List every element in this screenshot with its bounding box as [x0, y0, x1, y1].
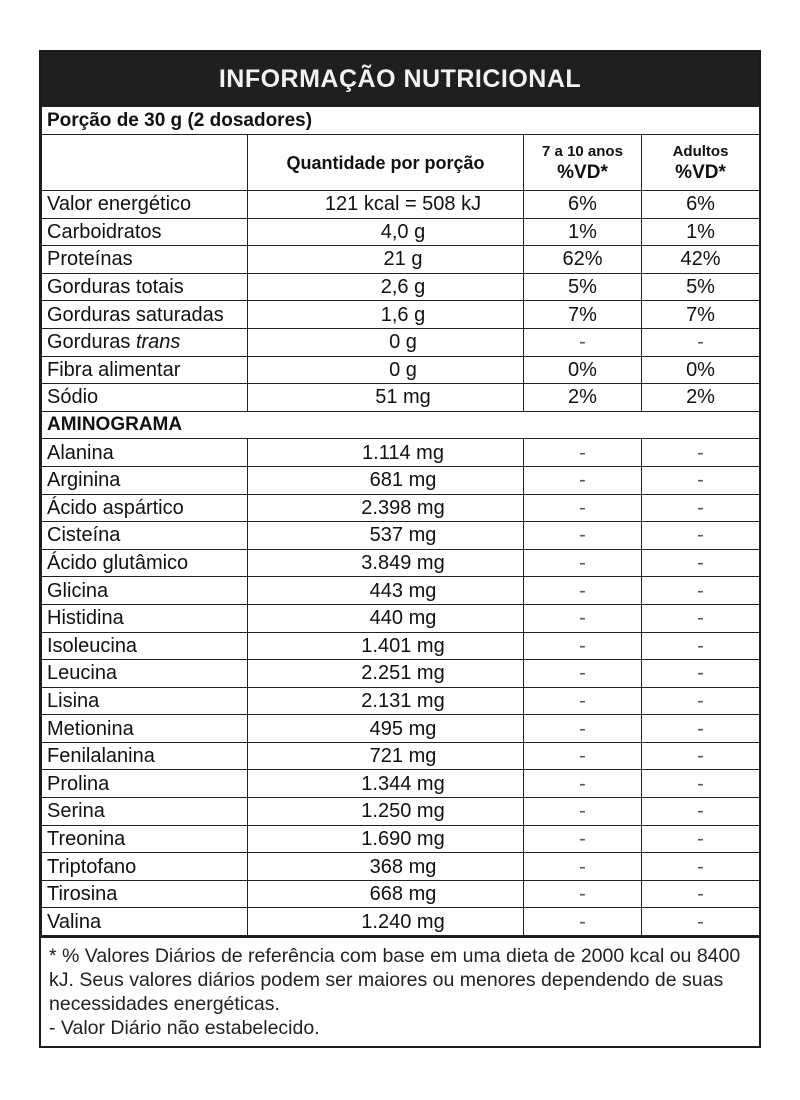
row-vd-kids: - [524, 742, 642, 770]
row-quantity: 21 g [248, 246, 524, 274]
aminoacid-row [42, 908, 760, 936]
row-quantity: 443 mg [248, 577, 524, 605]
row-label-text: Gorduras saturadas [47, 303, 224, 326]
nutrient-row [42, 218, 760, 246]
row-vd-adults: - [642, 908, 760, 936]
row-vd-kids: - [524, 632, 642, 660]
row-label [42, 191, 248, 219]
row-label-text: Valina [47, 910, 102, 933]
row-label [42, 880, 248, 908]
nutrition-table [41, 106, 760, 936]
header-quantity: Quantidade por porção [248, 135, 524, 191]
aminoacid-row [42, 825, 760, 853]
row-label-text: Glicina [47, 579, 109, 602]
row-label [42, 825, 248, 853]
row-vd-kids: 62% [524, 246, 642, 274]
row-quantity: 51 mg [248, 384, 524, 412]
row-vd-kids: - [524, 853, 642, 881]
header-blank [42, 135, 248, 191]
header-kids-vd: %VD* [557, 162, 608, 183]
row-label-text: Gorduras totais [47, 276, 184, 299]
row-vd-kids: 2% [524, 384, 642, 412]
row-label-text: Leucina [47, 662, 118, 685]
aminoacid-row [42, 549, 760, 577]
row-quantity: 2.251 mg [248, 660, 524, 688]
row-quantity: 1.114 mg [248, 439, 524, 467]
footnote [39, 936, 761, 1048]
row-label [42, 218, 248, 246]
row-vd-adults: 6% [642, 191, 760, 219]
row-label [42, 742, 248, 770]
footnote-reference: * % Valores Diários de referência com base em uma dieta de 2000 kcal ou 8400 kJ. Seus valores diários podem ser maiores ou menores dependendo de suas necessidades energéticas. [49, 945, 741, 1015]
row-vd-kids: - [524, 549, 642, 577]
row-label-text: Arginina [47, 469, 121, 492]
row-vd-adults: - [642, 853, 760, 881]
row-label [42, 770, 248, 798]
row-label [42, 908, 248, 936]
row-vd-adults: - [642, 466, 760, 494]
row-label [42, 439, 248, 467]
aminoacid-row [42, 660, 760, 688]
row-label-text: Tirosina [47, 883, 118, 906]
row-label [42, 715, 248, 743]
row-label-text: Serina [47, 800, 105, 823]
nutrition-facts-panel [39, 50, 761, 938]
row-label-text: Fenilalanina [47, 745, 155, 768]
row-label [42, 577, 248, 605]
row-label-text: Ácido glutâmico [47, 552, 189, 575]
row-vd-kids: - [524, 908, 642, 936]
row-vd-adults: 42% [642, 246, 760, 274]
nutrient-row [42, 191, 760, 219]
row-label [42, 798, 248, 826]
row-vd-adults: 5% [642, 273, 760, 301]
row-quantity: 2,6 g [248, 273, 524, 301]
row-vd-adults: - [642, 328, 760, 356]
row-vd-kids: - [524, 439, 642, 467]
row-quantity: 0 g [248, 328, 524, 356]
row-label [42, 301, 248, 329]
portion-size: Porção de 30 g (2 dosadores) [42, 107, 760, 135]
nutrient-row [42, 328, 760, 356]
row-label-text: Valor energético [47, 193, 192, 216]
nutrient-row [42, 301, 760, 329]
row-vd-adults: 2% [642, 384, 760, 412]
aminoacid-row [42, 439, 760, 467]
row-vd-kids: - [524, 687, 642, 715]
row-vd-adults: - [642, 604, 760, 632]
row-quantity: 121 kcal = 508 kJ [248, 191, 524, 219]
row-vd-adults: - [642, 439, 760, 467]
row-label-italic: trans [135, 331, 181, 354]
row-vd-kids: - [524, 798, 642, 826]
nutrient-row [42, 356, 760, 384]
row-quantity: 4,0 g [248, 218, 524, 246]
row-vd-adults: - [642, 742, 760, 770]
row-quantity: 1.250 mg [248, 798, 524, 826]
row-quantity: 1.240 mg [248, 908, 524, 936]
row-vd-kids: - [524, 660, 642, 688]
row-label [42, 273, 248, 301]
aminoacid-row [42, 494, 760, 522]
row-label-text: Prolina [47, 772, 110, 795]
row-quantity: 2.398 mg [248, 494, 524, 522]
nutrient-row [42, 273, 760, 301]
row-label-text: Proteínas [47, 248, 133, 271]
panel-title: INFORMAÇÃO NUTRICIONAL [41, 52, 759, 106]
row-quantity: 368 mg [248, 853, 524, 881]
row-quantity: 440 mg [248, 604, 524, 632]
aminoacid-row [42, 742, 760, 770]
row-label-text: Isoleucina [47, 634, 138, 657]
row-vd-adults: - [642, 522, 760, 550]
row-label [42, 632, 248, 660]
row-vd-adults: 7% [642, 301, 760, 329]
row-label [42, 687, 248, 715]
row-label [42, 384, 248, 412]
row-vd-adults: - [642, 549, 760, 577]
portion-row [42, 107, 760, 135]
header-kids-age: 7 a 10 anos [542, 143, 623, 160]
row-quantity: 1.690 mg [248, 825, 524, 853]
header-kids [524, 135, 642, 191]
aminoacid-row [42, 522, 760, 550]
row-vd-kids: 7% [524, 301, 642, 329]
aminogram-header-row [42, 411, 760, 439]
row-vd-kids: - [524, 715, 642, 743]
row-vd-kids: - [524, 825, 642, 853]
row-label-text: Ácido aspártico [47, 496, 184, 519]
row-label [42, 549, 248, 577]
header-adults [642, 135, 760, 191]
row-vd-adults: - [642, 770, 760, 798]
row-label-text: Triptofano [47, 855, 137, 878]
row-vd-kids: 5% [524, 273, 642, 301]
row-vd-adults: - [642, 687, 760, 715]
row-label-text: Treonina [47, 827, 126, 850]
row-vd-adults: - [642, 880, 760, 908]
row-label-text: Fibra alimentar [47, 358, 181, 381]
row-quantity: 3.849 mg [248, 549, 524, 577]
row-quantity: 1,6 g [248, 301, 524, 329]
row-quantity: 1.401 mg [248, 632, 524, 660]
nutrient-row [42, 246, 760, 274]
row-quantity: 668 mg [248, 880, 524, 908]
row-vd-kids: 6% [524, 191, 642, 219]
row-label [42, 522, 248, 550]
row-vd-kids: - [524, 604, 642, 632]
row-vd-adults: - [642, 577, 760, 605]
row-label [42, 328, 248, 356]
aminoacid-row [42, 770, 760, 798]
row-vd-kids: 0% [524, 356, 642, 384]
aminoacid-row [42, 577, 760, 605]
row-quantity: 2.131 mg [248, 687, 524, 715]
row-vd-adults: - [642, 798, 760, 826]
row-label-text: Carboidratos [47, 220, 162, 243]
row-vd-adults: - [642, 660, 760, 688]
row-quantity: 681 mg [248, 466, 524, 494]
aminoacid-row [42, 604, 760, 632]
aminoacid-row [42, 880, 760, 908]
row-vd-kids: - [524, 770, 642, 798]
row-label-text: Cisteína [47, 524, 121, 547]
row-label-text: Alanina [47, 441, 114, 464]
aminoacid-row [42, 687, 760, 715]
row-label-text: Gorduras [47, 331, 131, 354]
row-quantity: 721 mg [248, 742, 524, 770]
nutrient-row [42, 384, 760, 412]
row-vd-kids: - [524, 880, 642, 908]
aminogram-title: AMINOGRAMA [42, 411, 760, 439]
row-label-text: Lisina [47, 689, 100, 712]
row-label [42, 660, 248, 688]
aminoacid-row [42, 466, 760, 494]
row-vd-kids: - [524, 466, 642, 494]
row-label [42, 246, 248, 274]
row-vd-adults: - [642, 632, 760, 660]
row-label [42, 494, 248, 522]
row-vd-adults: - [642, 825, 760, 853]
aminoacid-row [42, 798, 760, 826]
row-label [42, 604, 248, 632]
row-quantity: 0 g [248, 356, 524, 384]
row-label-text: Metionina [47, 717, 134, 740]
row-quantity: 1.344 mg [248, 770, 524, 798]
row-vd-kids: 1% [524, 218, 642, 246]
header-row [42, 135, 760, 191]
row-quantity: 495 mg [248, 715, 524, 743]
aminoacid-row [42, 715, 760, 743]
row-label-text: Histidina [47, 607, 124, 630]
header-adults-vd: %VD* [675, 162, 726, 183]
row-label [42, 356, 248, 384]
row-vd-adults: 0% [642, 356, 760, 384]
row-vd-adults: - [642, 715, 760, 743]
row-vd-kids: - [524, 522, 642, 550]
row-label [42, 466, 248, 494]
footnote-dash: - Valor Diário não estabelecido. [49, 1017, 320, 1039]
row-vd-adults: 1% [642, 218, 760, 246]
row-vd-kids: - [524, 328, 642, 356]
row-quantity: 537 mg [248, 522, 524, 550]
header-adults-label: Adultos [672, 143, 729, 160]
row-vd-adults: - [642, 494, 760, 522]
row-vd-kids: - [524, 577, 642, 605]
row-label-text: Sódio [47, 386, 99, 409]
row-label [42, 853, 248, 881]
row-vd-kids: - [524, 494, 642, 522]
aminoacid-row [42, 632, 760, 660]
aminoacid-row [42, 853, 760, 881]
